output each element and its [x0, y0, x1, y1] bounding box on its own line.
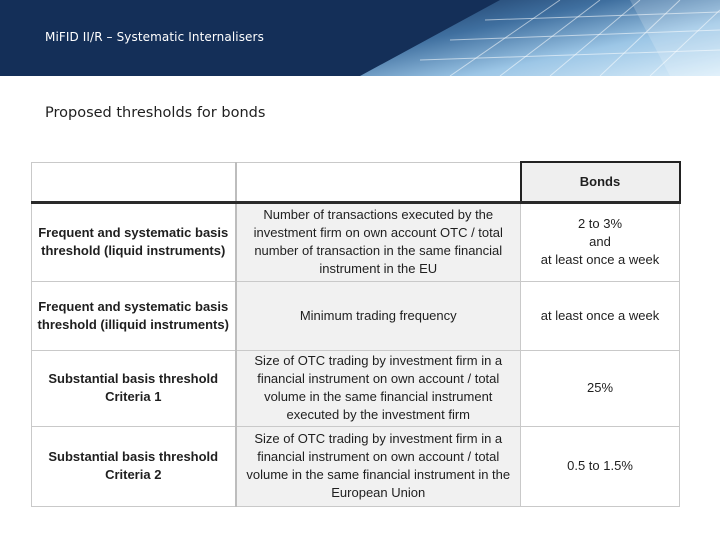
criterion-cell: Substantial basis threshold Criteria 1: [32, 350, 236, 426]
table-header-row: [32, 162, 680, 202]
table-row: [32, 426, 680, 506]
building-glass-facade-image: [300, 0, 720, 76]
criterion-cell: Frequent and systematic basis threshold (illiquid instruments): [32, 281, 236, 350]
measure-cell: Number of transactions executed by the investment firm on own account OTC / total number of transaction in the same financial instrument in the EU: [236, 202, 521, 281]
measure-cell: Size of OTC trading by investment firm in a financial instrument on own account / total volume in the same financial instrument executed by the investment firm: [236, 350, 521, 426]
bonds-value-cell: [521, 350, 680, 426]
header-cell-bonds: Bonds: [521, 162, 680, 202]
bonds-value-line: 25%: [586, 380, 614, 395]
bonds-value-line: at least once a week: [540, 252, 660, 267]
header-banner: [0, 0, 720, 76]
bonds-value-line: 2 to 3%: [577, 216, 623, 231]
bonds-value-line: 0.5 to 1.5%: [567, 458, 633, 473]
header-cell-empty: [236, 162, 521, 202]
table-row: [32, 281, 680, 350]
page-subtitle: Proposed thresholds for bonds: [45, 105, 266, 121]
bonds-value-cell: [521, 281, 680, 350]
thresholds-table: [31, 161, 681, 507]
criterion-cell: Substantial basis threshold Criteria 2: [32, 426, 236, 506]
header-cell-empty: [32, 162, 236, 202]
bonds-value-cell: [521, 426, 680, 506]
bonds-value-line: and: [589, 234, 611, 249]
bonds-value-cell: [521, 202, 680, 281]
measure-cell: Size of OTC trading by investment firm in a financial instrument on own account / total volume in the same financial instrument in the European Union: [236, 426, 521, 506]
header-title: MiFID II/R – Systematic Internalisers: [45, 30, 264, 44]
measure-cell: Minimum trading frequency: [236, 281, 521, 350]
bonds-value-line: at least once a week: [540, 307, 660, 323]
table-row: [32, 350, 680, 426]
table-row: [32, 202, 680, 281]
criterion-cell: Frequent and systematic basis threshold (liquid instruments): [32, 202, 236, 281]
